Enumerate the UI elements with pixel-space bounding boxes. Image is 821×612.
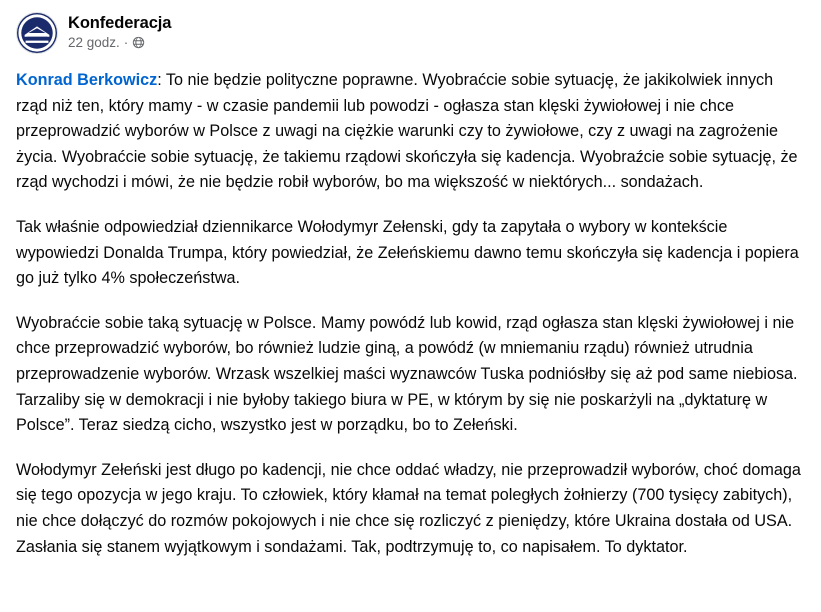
post-header [16,12,805,54]
page-name[interactable]: Konfederacja [68,14,172,32]
post-paragraph-4: Wołodymyr Zełeński jest długo po kadencji, nie chce oddać władzy, nie przeprowadził wyborów, choć domaga się tego opozycja w jego kraju. To człowiek, który kłamał na temat poległych żołnierzy (700 tysięcy zabitych), nie chce dołączyć do rozmów pokojowych i nie chce się rozliczyć z pieniędzy, które Ukraina dostała od USA. Zasłania się stanem wyjątkowym i sondażami. Tak, podtrzymuję to, co napisałem. To dyktator. [16,460,801,556]
avatar[interactable] [16,12,58,54]
header-text [68,12,171,51]
globe-icon[interactable] [132,36,145,49]
post-paragraph-2: Tak właśnie odpowiedział dziennikarce Wołodymyr Zełenski, gdy ta zapytała o wybory w kontekście wypowiedzi Donalda Trumpa, który powiedział, że Zełeńskiemu dawno temu skończyła się kadencja i popiera go już tylko 4% społeczeństwa. [16,217,799,288]
post-paragraph-1-text: : To nie będzie polityczne poprawne. Wyobraćcie sobie sytuację, że jakikolwiek innych rząd niż ten, który mamy - w czasie pandemii lub powodzi - ogłasza stan klęski żywiołowej i nie chce przeprowadzić wyborów w Polsce z uwagi na ciężkie warunki czy to żywiołowe, czy z uwagi na zagrożenie życia. Wyobraćcie sobie sytuację, że takiemu rządowi skończyła się kadencja. Wyobraźcie sobie sytuację, że rząd wychodzi i mówi, że nie będzie robił wyborów, bo ma większość w niektórych... sondażach. [16,71,798,192]
post-paragraph-1 [16,68,805,196]
post-body [16,68,805,560]
author-mention-link[interactable]: Konrad Berkowicz [16,71,158,89]
post-timestamp[interactable]: 22 godz. [68,35,120,50]
post-paragraph-3: Wyobraćcie sobie taką sytuację w Polsce. Mamy powódź lub kowid, rząd ogłasza stan klęski żywiołowej i nie chce przeprowadzić wyborów, bo również ludzie giną, a powódź (w mniemaniu rządu) również utrudnia przeprowadzenie wyborów. Wrzask wszelkiej maści wyznawców Tuska podniósłby się aż pod same niebiosa. Tarzaliby się w demokracji i nie byłoby takiego biura w PE, w którym by się nie poskarżyli na „dyktaturę w Polsce”. Teraz siedzą cicho, wszystko jest w porządku, bo to Zełeński. [16,313,798,435]
meta-separator: · [123,35,129,50]
post-meta [68,34,171,51]
